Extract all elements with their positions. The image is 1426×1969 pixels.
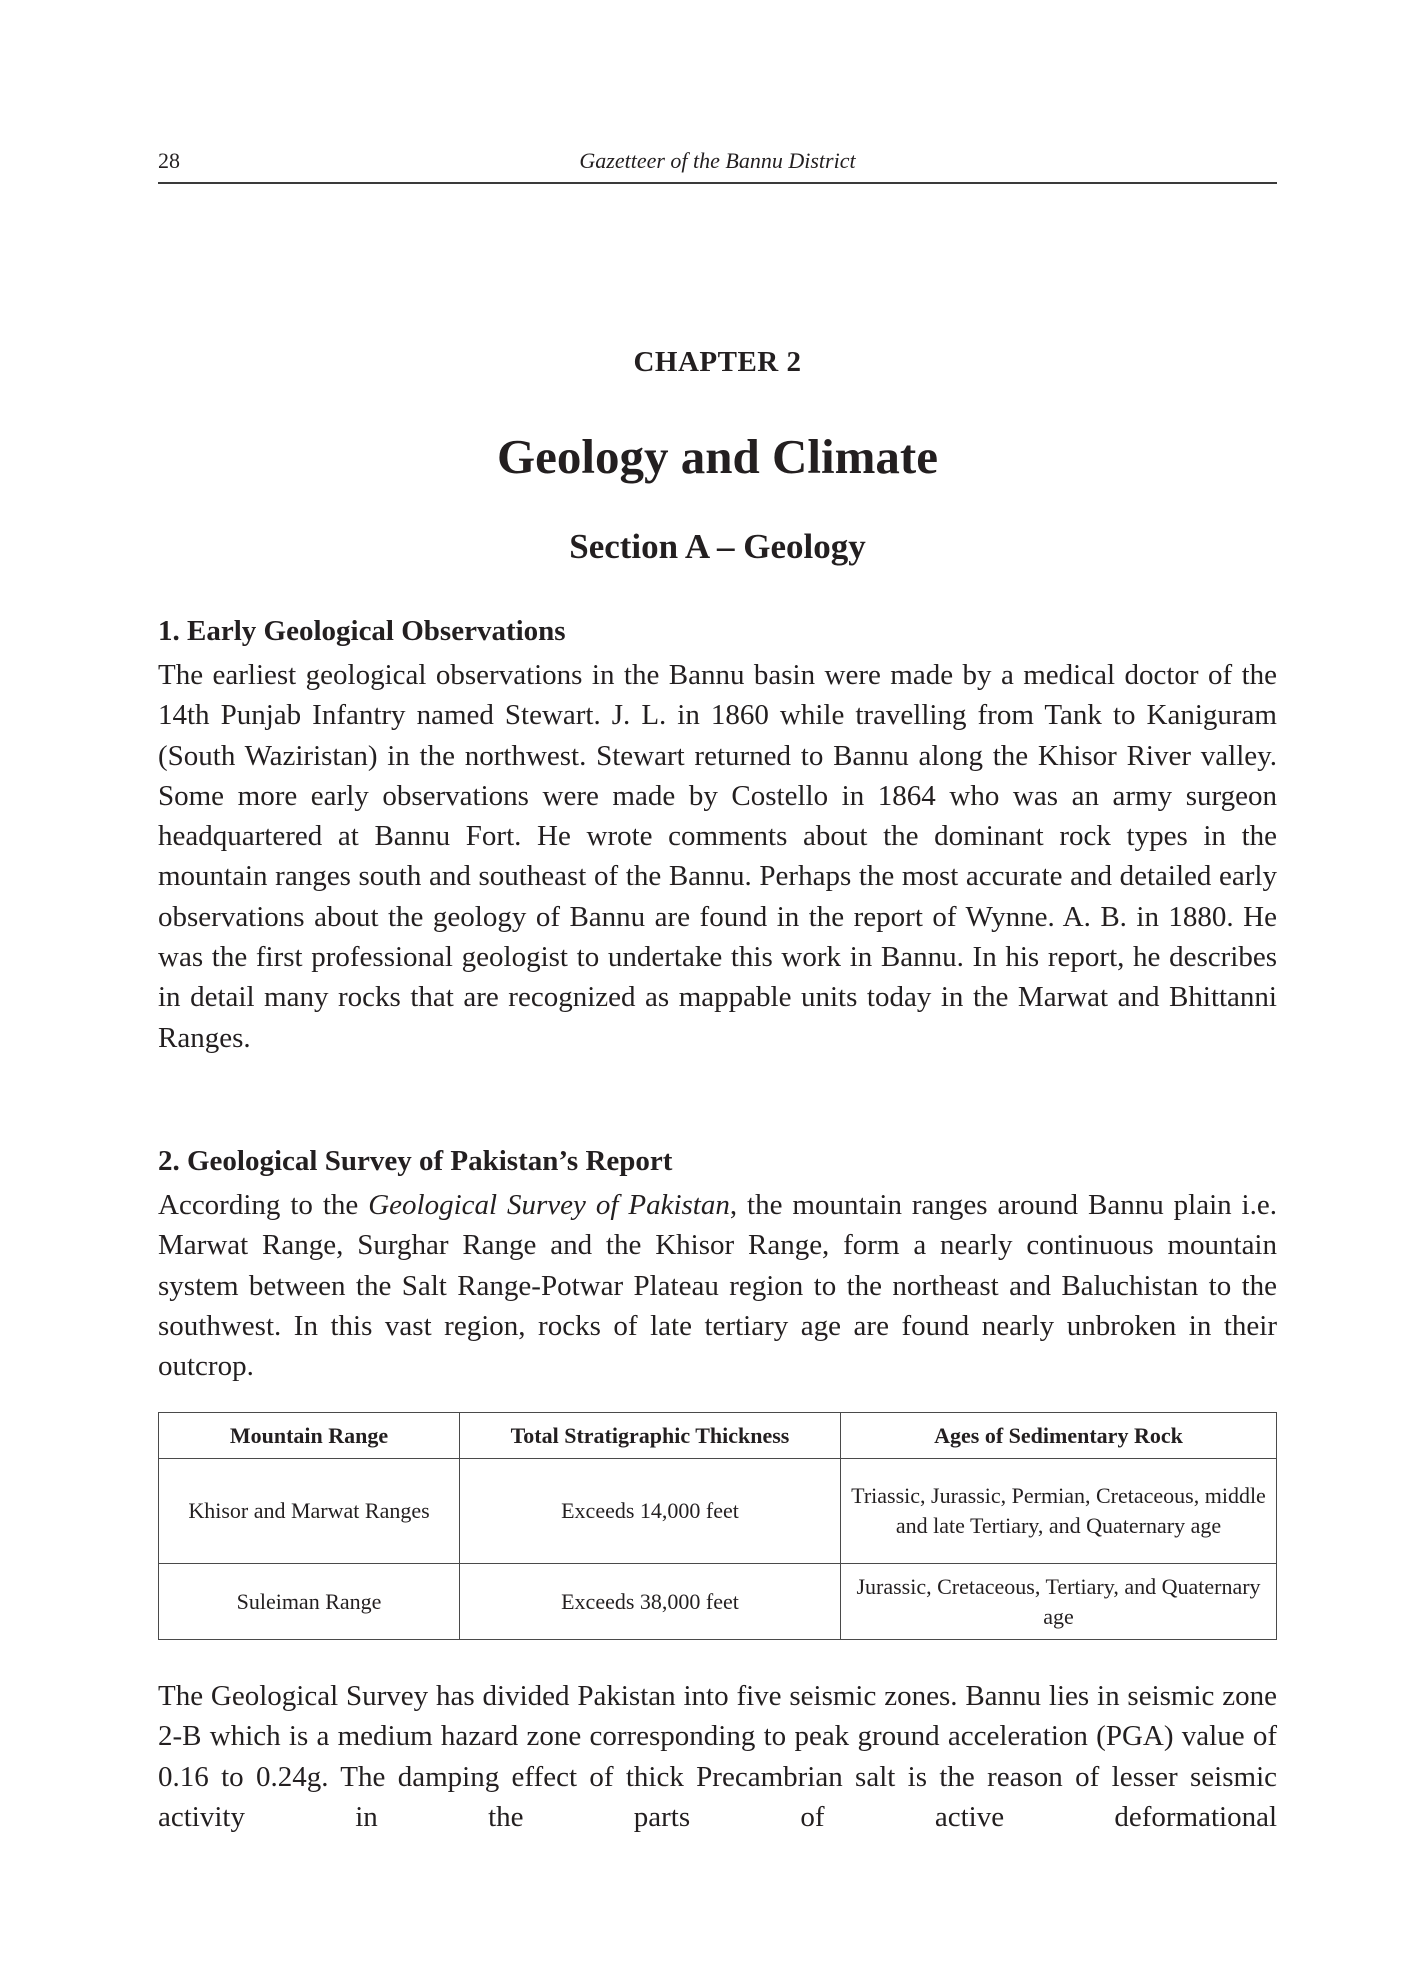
chapter-label: CHAPTER 2	[633, 346, 802, 378]
section-1	[158, 611, 1277, 1058]
section-paragraph: The earliest geological observations in the Bannu basin were made by a medical doctor of the 14th Punjab Infantry named Stewart. J. L. in 1860 while travelling from Tank to Kaniguram (South Waziristan) in the northwest. Stewart returned to Bannu along the Khisor River valley. Some more early observations were made by Costello in 1864 who was an army surgeon headquartered at Bannu Fort. He wrote comments about the dominant rock types in the mountain ranges south and southeast of the Bannu. Perhaps the most accurate and detailed early observations about the geology of Bannu are found in the report of Wynne. A. B. in 1880. He was the first professional geologist to undertake this work in Bannu. In his report, he describes in detail many rocks that are recognized as mappable units today in the Marwat and Bhittanni Ranges.	[158, 659, 1277, 1054]
section-2	[158, 1141, 1277, 1386]
table-cell: Suleiman Range	[159, 1564, 460, 1640]
paragraph-text: , the mountain ranges around Bannu plain i.e. Marwat Range, Surghar Range and the Khisor Range, form a nearly continuous mountain system between the Salt Range-Potwar Plateau region to the northeast and Baluchistan to the southwest. In this vast region, rocks of late tertiary age are found nearly unbroken in their outcrop.	[158, 1189, 1277, 1383]
table-row	[159, 1564, 1277, 1640]
section-heading: 1. Early Geological Observations	[158, 615, 566, 647]
closing-paragraph: The Geological Survey has divided Pakistan into five seismic zones. Bannu lies in seismic zone 2-B which is a medium hazard zone corresponding to peak ground acceleration (PGA) value of 0.16 to 0.24g. The damping effect of thick Precambrian salt is the reason of lesser seismic activity in the parts of active deformational	[158, 1680, 1277, 1833]
section-title: Section A – Geology	[569, 527, 866, 566]
table-cell: Exceeds 38,000 feet	[460, 1564, 841, 1640]
section-heading: 2. Geological Survey of Pakistan’s Report	[158, 1145, 673, 1177]
paragraph-text: According to the	[158, 1189, 369, 1221]
table-cell: Khisor and Marwat Ranges	[159, 1459, 460, 1564]
closing-section	[158, 1676, 1277, 1837]
chapter-title: Geology and Climate	[497, 429, 938, 484]
table-cell: Jurassic, Cretaceous, Tertiary, and Quaternary age	[841, 1564, 1277, 1640]
paragraph-italic-text: Geological Survey of Pakistan	[368, 1189, 730, 1221]
page-number: 28	[158, 148, 180, 173]
section-paragraph	[158, 1185, 1277, 1386]
geology-table	[158, 1412, 1277, 1640]
column-header: Ages of Sedimentary Rock	[841, 1413, 1277, 1459]
column-header: Total Stratigraphic Thickness	[460, 1413, 841, 1459]
table-row	[159, 1459, 1277, 1564]
table-cell: Triassic, Jurassic, Permian, Cretaceous, middle and late Tertiary, and Quaternary age	[841, 1459, 1277, 1564]
table-cell: Exceeds 14,000 feet	[460, 1459, 841, 1564]
column-header: Mountain Range	[159, 1413, 460, 1459]
table-header-row	[159, 1413, 1277, 1459]
running-head	[158, 148, 1277, 178]
header-rule	[158, 182, 1277, 184]
running-title: Gazetteer of the Bannu District	[579, 148, 856, 173]
